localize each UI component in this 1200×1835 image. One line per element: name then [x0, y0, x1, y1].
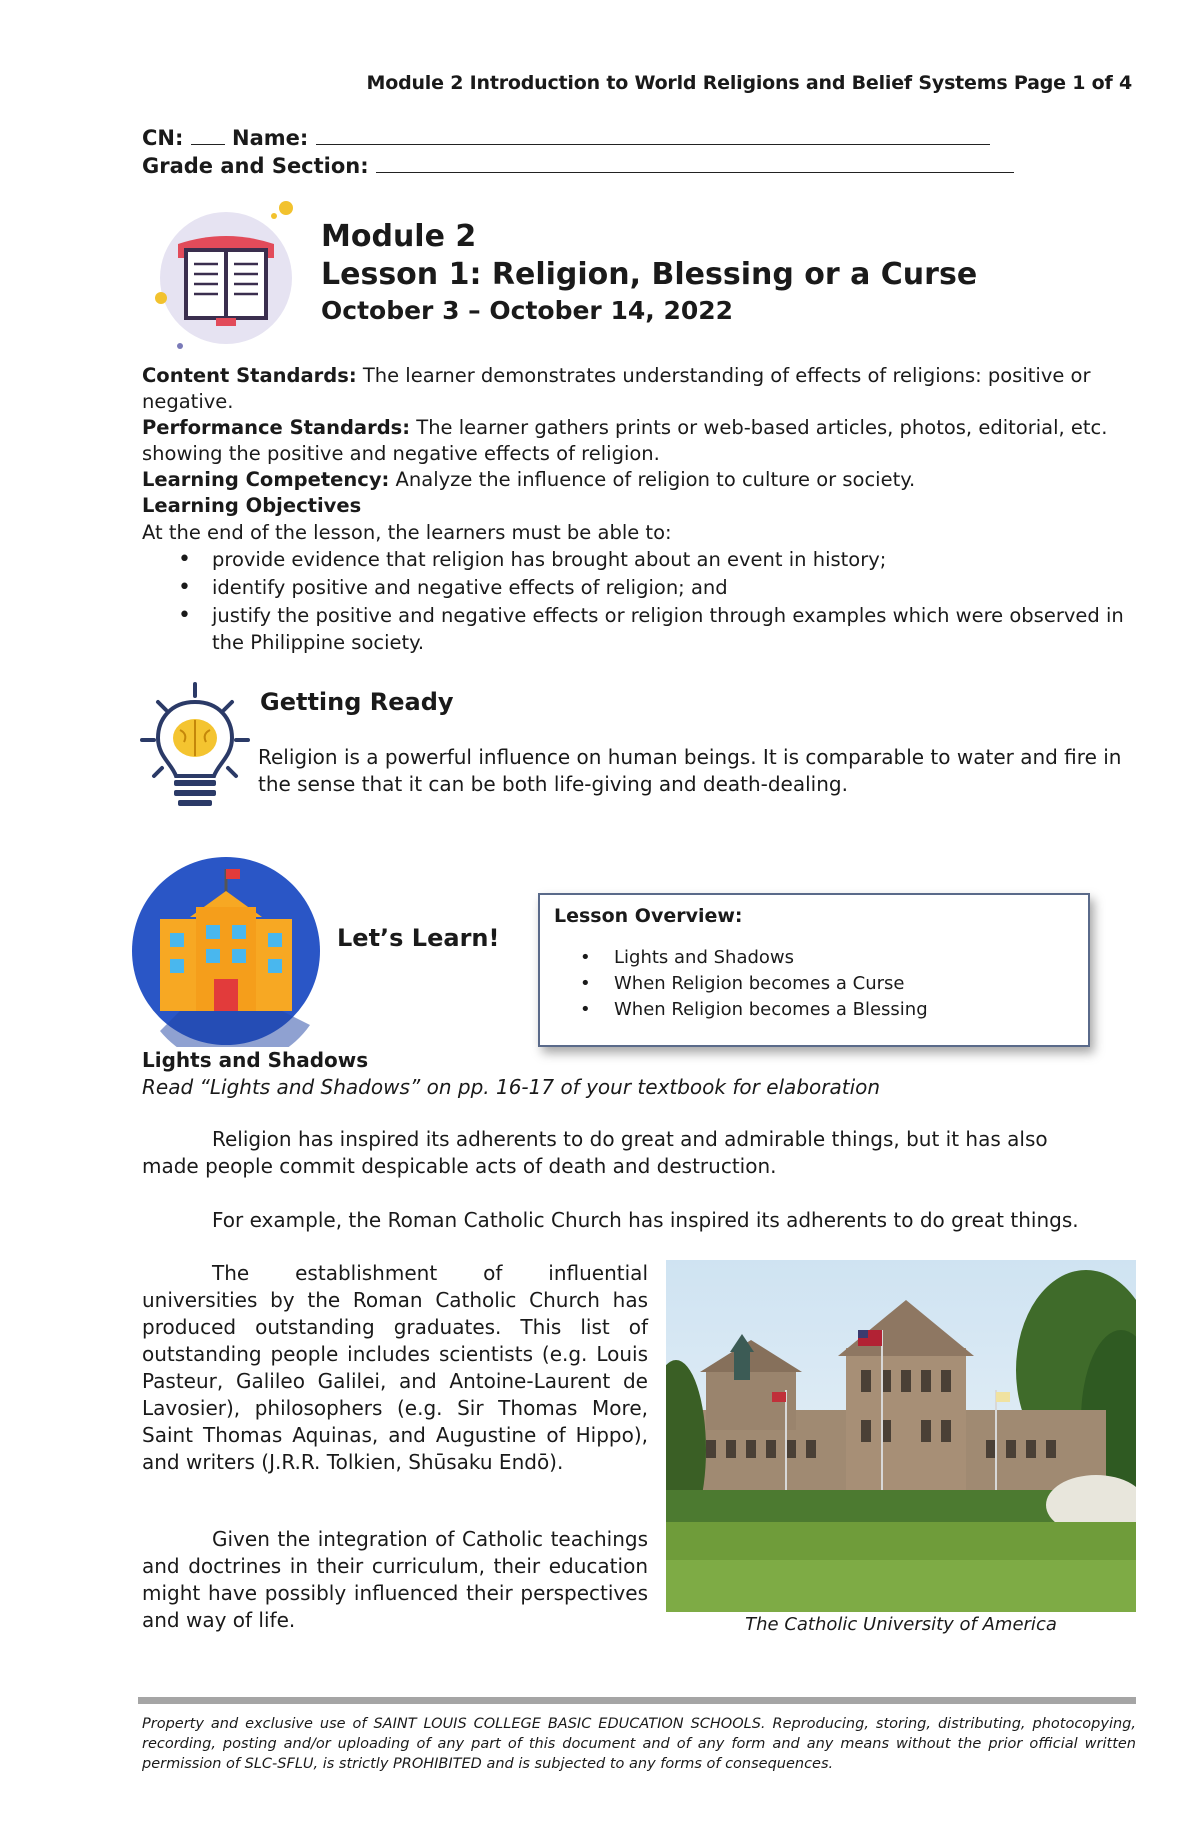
lets-learn-heading: Let’s Learn! — [337, 924, 500, 952]
lesson-title: Lesson 1: Religion, Blessing or a Curse — [321, 257, 978, 292]
lesson-overview-title: Lesson Overview: — [554, 905, 743, 927]
learning-objectives-intro: At the end of the lesson, the learners must be able to: — [142, 521, 672, 544]
textbook-reference: Read “Lights and Shadows” on pp. 16-17 of your textbook for elaboration — [142, 1075, 881, 1099]
paragraph-3: The establishment of influential universities by the Roman Catholic Church has produced outstanding graduates. This list of outstanding people includes scientists (e.g. Louis Pasteur, Galileo Galilei, and Antoine-Laurent de Lavosier), philosophers (e.g. Sir Thomas More, Saint Thomas Aquinas, and Augustine of Hippo), and writers (J.R.R. Tolkien, Shūsaku Endō). — [142, 1261, 648, 1474]
cn-label: CN: — [142, 126, 184, 150]
running-header: Module 2 Introduction to World Religions and Belief Systems Page 1 of 4 — [366, 72, 1132, 94]
cn-blank[interactable] — [191, 124, 225, 145]
content-standards — [142, 363, 1132, 415]
photo-caption: The Catholic University of America — [745, 1614, 1057, 1635]
learning-objectives-list — [142, 546, 1132, 657]
list-item: • Lights and Shadows — [554, 945, 928, 971]
list-item: • identify positive and negative effects of religion; and — [142, 574, 1132, 601]
list-item: • provide evidence that religion has brought about an event in history; — [142, 546, 1132, 573]
name-label: Name: — [232, 126, 309, 150]
learning-competency-label: Learning Competency: — [142, 468, 390, 491]
open-book-icon — [150, 198, 310, 353]
lightbulb-brain-icon — [140, 680, 250, 815]
performance-standards-label: Performance Standards: — [142, 416, 411, 439]
grade-section-label: Grade and Section: — [142, 154, 369, 178]
getting-ready-text: Religion is a powerful influence on human beings. It is comparable to water and fire in the sense that it can be both life-giving and death-dealing. — [258, 745, 1122, 796]
content-standards-text: The learner demonstrates understanding of effects of religions: positive or negative. — [142, 364, 1091, 413]
content-standards-label: Content Standards: — [142, 364, 357, 387]
grade-section-blank[interactable] — [376, 152, 1014, 173]
lesson-overview-box — [538, 893, 1090, 1047]
name-blank[interactable] — [316, 124, 990, 145]
list-item: • When Religion becomes a Curse — [554, 971, 928, 997]
module-title: Module 2 — [321, 219, 477, 254]
grade-section-line — [142, 152, 1014, 178]
learning-objectives-label: Learning Objectives — [142, 494, 362, 517]
paragraph-4: Given the integration of Catholic teachings and doctrines in their curriculum, their education might have possibly influenced their perspectives and way of life. — [142, 1527, 648, 1632]
list-item: • justify the positive and negative effects or religion through examples which were observed in the Philippine society. — [142, 602, 1132, 656]
lights-and-shadows-heading: Lights and Shadows — [142, 1048, 369, 1072]
learning-competency-text: Analyze the influence of religion to culture or society. — [389, 468, 916, 491]
getting-ready-heading: Getting Ready — [260, 688, 454, 716]
footer-divider — [138, 1697, 1136, 1704]
lesson-overview-list — [554, 945, 928, 1023]
student-name-line — [142, 124, 990, 150]
school-building-icon — [130, 855, 322, 1047]
university-photo — [666, 1260, 1136, 1612]
list-item: • When Religion becomes a Blessing — [554, 997, 928, 1023]
learning-competency — [142, 467, 1132, 493]
paragraph-2: For example, the Roman Catholic Church has inspired its adherents to do great things. — [212, 1208, 1079, 1232]
lesson-dates: October 3 – October 14, 2022 — [321, 296, 734, 325]
performance-standards-text: The learner gathers prints or web-based articles, photos, editorial, etc. showing the positive and negative effects of religion. — [142, 416, 1108, 465]
footer-notice: Property and exclusive use of SAINT LOUIS COLLEGE BASIC EDUCATION SCHOOLS. Reproducing, storing, distributing, photocopying, recording, posting and/or uploading of any part of this document and of any form and any means without the prior official written permission of SLC-SFLU, is strictly PROHIBITED and is subjected to any forms of consequences. — [142, 1716, 1136, 1772]
performance-standards — [142, 415, 1132, 467]
paragraph-1: Religion has inspired its adherents to do great and admirable things, but it has also made people commit despicable acts of death and destruction. — [142, 1127, 1048, 1178]
